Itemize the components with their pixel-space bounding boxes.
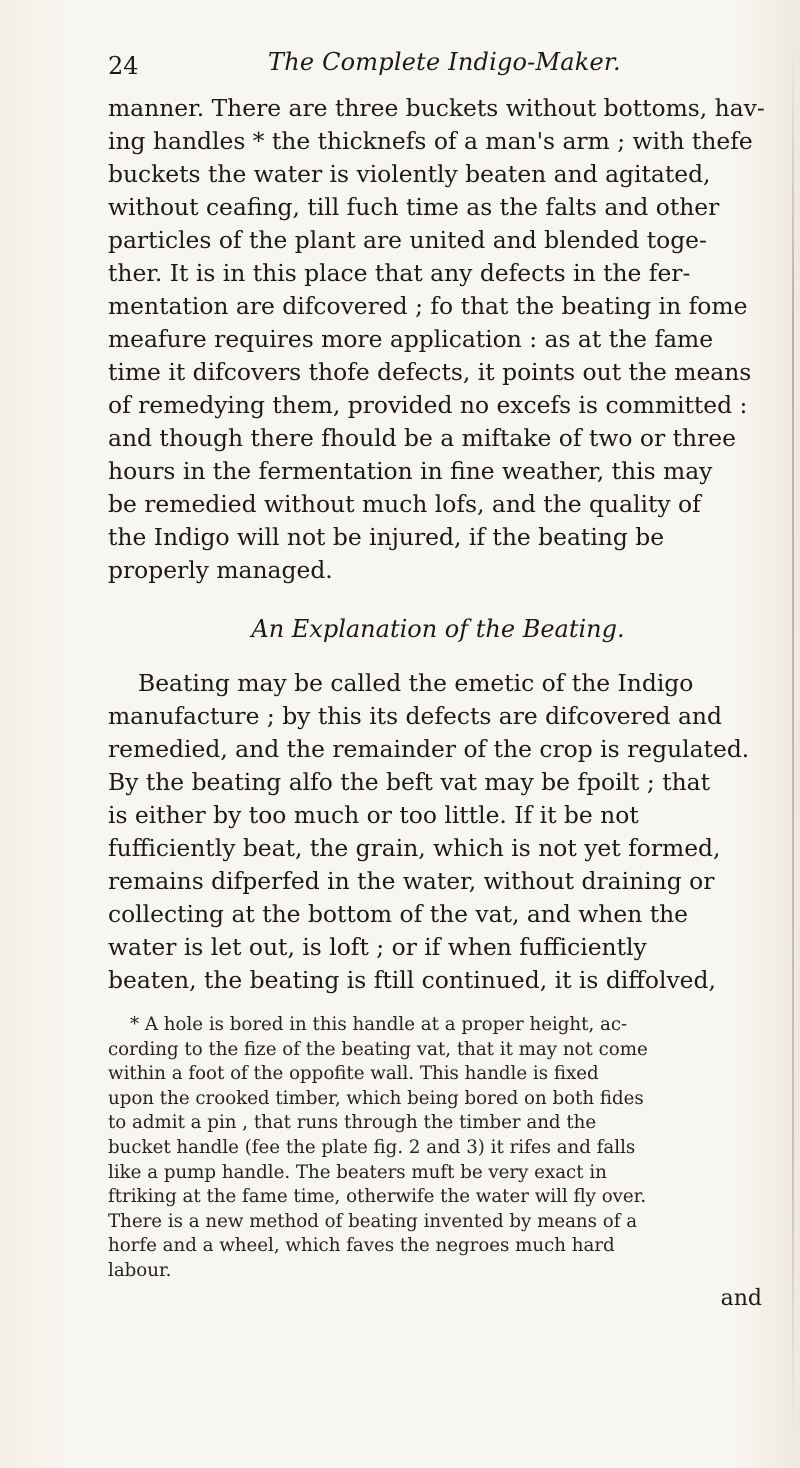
text-line: manner. There are three buckets without bottoms, hav- bbox=[108, 94, 765, 122]
text-line: Beating may be called the emetic of the Indigo bbox=[138, 669, 694, 697]
text-line: mentation are difcovered ; fo that the beating in fome bbox=[108, 292, 748, 320]
running-title: The Complete Indigo-Maker. bbox=[268, 48, 621, 76]
footnote-line: horfe and a wheel, which faves the negroes much hard bbox=[108, 1235, 615, 1257]
text-line: manufacture ; by this its defects are difcovered and bbox=[108, 702, 722, 730]
page-number: 24 bbox=[108, 52, 139, 80]
footnote-line: cording to the fize of the beating vat, that it may not come bbox=[108, 1038, 648, 1060]
footnote-line: bucket handle (fee the plate fig. 2 and 3) it rifes and falls bbox=[108, 1136, 636, 1158]
section-heading: An Explanation of the Beating. bbox=[251, 615, 625, 643]
text-line: properly managed. bbox=[108, 556, 333, 584]
text-line: buckets the water is violently beaten and agitated, bbox=[108, 160, 711, 188]
footnote-line: like a pump handle. The beaters muft be very exact in bbox=[108, 1161, 607, 1183]
catchword: and bbox=[720, 1285, 762, 1311]
footnote-line: upon the crooked timber, which being bored on both fides bbox=[108, 1087, 644, 1109]
footnote-line: * A hole is bored in this handle at a proper height, ac- bbox=[130, 1014, 628, 1035]
text-line: hours in the fermentation in fine weather, this may bbox=[108, 457, 713, 485]
footnote-line: ftriking at the fame time, otherwife the water will fly over. bbox=[108, 1186, 647, 1208]
footnote-line: within a foot of the oppofite wall. This handle is fixed bbox=[108, 1063, 599, 1085]
paragraph-beating-buckets bbox=[108, 92, 768, 587]
text-line: particles of the plant are united and blended toge- bbox=[108, 226, 707, 254]
text-line: and though there fhould be a miftake of two or three bbox=[108, 424, 736, 452]
page-edge-shadow bbox=[792, 40, 794, 1440]
page-body bbox=[108, 92, 768, 1311]
text-line: time it difcovers thofe defects, it points out the means bbox=[108, 358, 752, 386]
page-header bbox=[108, 48, 708, 88]
text-line: remedied, and the remainder of the crop is regulated. bbox=[108, 735, 750, 763]
text-line: of remedying them, provided no excefs is committed : bbox=[108, 391, 748, 419]
text-line: meafure requires more application : as at the fame bbox=[108, 325, 714, 353]
text-line: ing handles * the thicknefs of a man's arm ; with thefe bbox=[108, 127, 753, 155]
footnote-line: There is a new method of beating invented by means of a bbox=[108, 1210, 638, 1232]
text-line: fufficiently beat, the grain, which is not yet formed, bbox=[108, 834, 721, 862]
text-line: the Indigo will not be injured, if the beating be bbox=[108, 523, 665, 551]
text-line: without ceafing, till fuch time as the falts and other bbox=[108, 193, 720, 221]
text-line: remains difperfed in the water, without draining or bbox=[108, 867, 715, 895]
paragraph-explanation bbox=[108, 667, 768, 997]
text-line: By the beating alfo the beft vat may be fpoilt ; that bbox=[108, 768, 711, 796]
text-line: be remedied without much lofs, and the quality of bbox=[108, 490, 701, 518]
text-line: is either by too much or too little. If it be not bbox=[108, 801, 639, 829]
footnote-line: to admit a pin , that runs through the timber and the bbox=[108, 1112, 597, 1134]
footnote-line: labour. bbox=[108, 1259, 172, 1281]
footnote bbox=[108, 1013, 768, 1284]
text-line: ther. It is in this place that any defects in the fer- bbox=[108, 259, 691, 287]
text-line: water is let out, is loft ; or if when fufficiently bbox=[108, 933, 647, 961]
text-line: beaten, the beating is ftill continued, it is diffolved, bbox=[108, 966, 716, 994]
text-line: collecting at the bottom of the vat, and when the bbox=[108, 900, 689, 928]
